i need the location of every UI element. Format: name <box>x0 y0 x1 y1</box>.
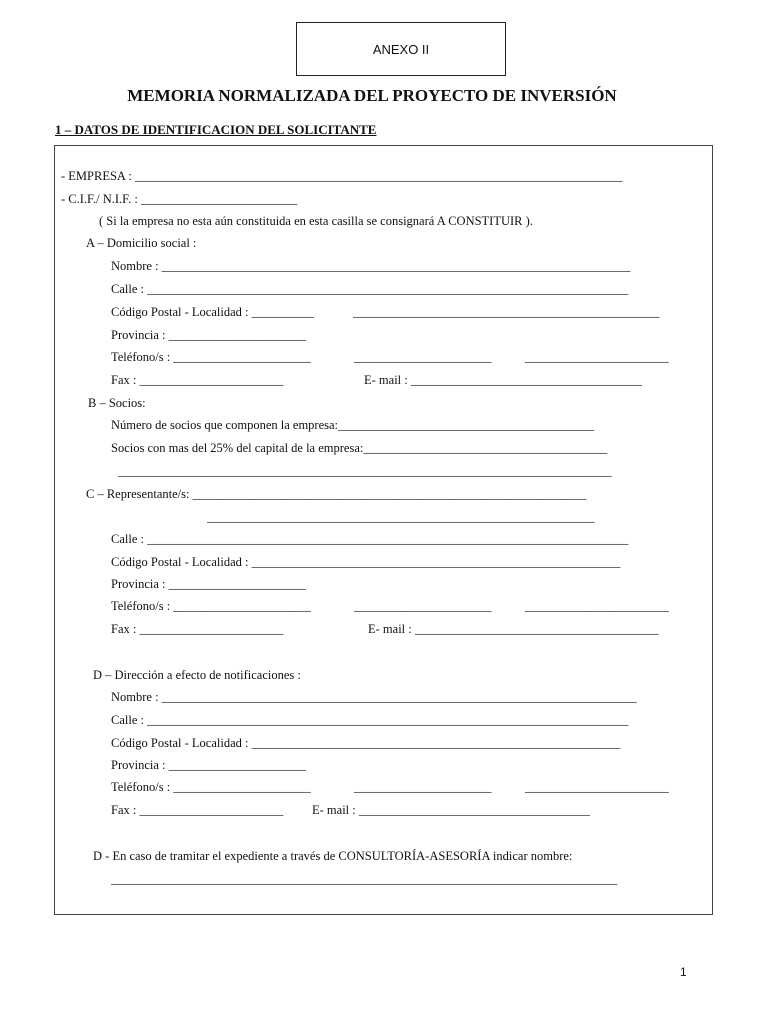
c-email-field[interactable]: E- mail : _______________________________________ <box>368 622 659 636</box>
section-d-title: D – Dirección a efecto de notificaciones : <box>93 668 301 682</box>
a-postal-code-field[interactable]: Código Postal - Localidad : __________ <box>111 305 315 319</box>
annex-label-box <box>296 22 506 76</box>
consultoria-title: D - En caso de tramitar el expediente a través de CONSULTORÍA-ASESORÍA indicar nombre: <box>93 849 573 863</box>
a-telefono-field[interactable]: Teléfono/s : ______________________ <box>111 350 311 364</box>
a-calle-field[interactable]: Calle : _____________________________________________________________________________ <box>111 282 629 296</box>
section-b-title: B – Socios: <box>88 396 146 410</box>
d-telefono-field[interactable]: Teléfono/s : ______________________ <box>111 780 311 794</box>
c-representante-extra-line[interactable]: ______________________________________________________________ <box>207 510 595 524</box>
b-socios-extra-line[interactable]: _______________________________________________________________________________ <box>118 464 612 478</box>
a-fax-field[interactable]: Fax : _______________________ <box>111 373 284 387</box>
b-socios-25-field[interactable]: Socios con mas del 25% del capital de la empresa:_______________________________________ <box>111 441 608 455</box>
a-locality-field[interactable]: _________________________________________________ <box>353 305 660 319</box>
d-provincia-field[interactable]: Provincia : ______________________ <box>111 758 307 772</box>
section-1-title: 1 – DATOS DE IDENTIFICACION DEL SOLICITANTE <box>55 122 377 137</box>
document-title: MEMORIA NORMALIZADA DEL PROYECTO DE INVERSIÓN <box>127 86 617 105</box>
c-calle-field[interactable]: Calle : _____________________________________________________________________________ <box>111 532 629 546</box>
c-fax-field[interactable]: Fax : _______________________ <box>111 622 284 636</box>
a-telefono-field-2[interactable]: ______________________ <box>354 350 492 364</box>
annex-label: ANEXO II <box>372 41 430 57</box>
consultoria-name-field[interactable]: _________________________________________________________________________________ <box>111 872 618 886</box>
c-telefono-field[interactable]: Teléfono/s : ______________________ <box>111 599 311 613</box>
d-telefono-field-2[interactable]: ______________________ <box>354 780 492 794</box>
d-email-field[interactable]: E- mail : _____________________________________ <box>312 803 591 817</box>
cif-field[interactable]: - C.I.F./ N.I.F. : _________________________ <box>61 192 298 206</box>
d-telefono-field-3[interactable]: _______________________ <box>525 780 669 794</box>
c-telefono-field-3[interactable]: _______________________ <box>525 599 669 613</box>
d-fax-field[interactable]: Fax : _______________________ <box>111 803 284 817</box>
c-postal-code-field[interactable]: Código Postal - Localidad : ___________________________________________________________ <box>111 555 621 569</box>
constitution-note: ( Si la empresa no esta aún constituida en esta casilla se consignará A CONSTITUIR ). <box>99 214 533 228</box>
d-nombre-field[interactable]: Nombre : ____________________________________________________________________________ <box>111 690 637 704</box>
c-telefono-field-2[interactable]: ______________________ <box>354 599 492 613</box>
page-number: 1 <box>680 965 687 979</box>
a-provincia-field[interactable]: Provincia : ______________________ <box>111 328 307 342</box>
a-nombre-field[interactable]: Nombre : ___________________________________________________________________________ <box>111 259 631 273</box>
d-calle-field[interactable]: Calle : _____________________________________________________________________________ <box>111 713 629 727</box>
d-postal-code-field[interactable]: Código Postal - Localidad : ___________________________________________________________ <box>111 736 621 750</box>
section-a-title: A – Domicilio social : <box>86 236 197 250</box>
c-provincia-field[interactable]: Provincia : ______________________ <box>111 577 307 591</box>
c-representante-field[interactable]: C – Representante/s: _______________________________________________________________ <box>86 487 587 501</box>
a-email-field[interactable]: E- mail : _____________________________________ <box>364 373 643 387</box>
empresa-field[interactable]: - EMPRESA : ______________________________________________________________________________ <box>61 169 623 183</box>
b-socios-count-field[interactable]: Número de socios que componen la empresa:_________________________________________ <box>111 418 595 432</box>
a-telefono-field-3[interactable]: _______________________ <box>525 350 669 364</box>
